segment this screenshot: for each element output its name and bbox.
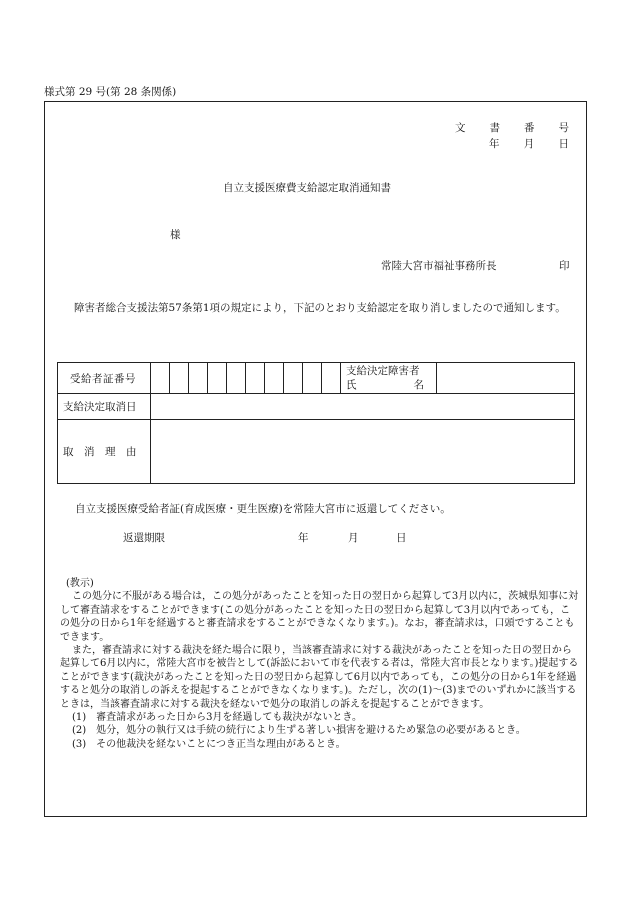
deadline-day: 日 — [396, 532, 407, 544]
return-request-text: 自立支援医療受給者証(育成医療・更生医療)を常陸大宮市に返還してください。 — [75, 503, 451, 515]
document-title: 自立支援医療費支給認定取消通知書 — [223, 182, 391, 194]
digit-box[interactable] — [322, 363, 341, 394]
doc-number-char: 文 — [455, 122, 466, 134]
sender-name: 常陸大宮市福祉事務所長 — [381, 260, 497, 272]
deadline-year: 年 — [298, 532, 309, 544]
digit-box[interactable] — [284, 363, 303, 394]
seal-mark: 印 — [559, 260, 570, 272]
intro-text: 障害者総合支援法第57条第1項の規定により，下記のとおり支給認定を取り消しましたので通知します。 — [74, 302, 566, 314]
notice-heading: (教示) — [66, 578, 94, 589]
cancel-date-field[interactable] — [151, 394, 575, 420]
doc-number-char: 号 — [558, 122, 569, 134]
holder-label-char: 氏 — [346, 379, 357, 391]
cancel-reason-label: 取 消 理 由 — [58, 420, 151, 484]
date-year: 年 — [489, 138, 500, 150]
digit-box[interactable] — [265, 363, 284, 394]
form-number-label: 様式第 29 号(第 28 条関係) — [44, 86, 177, 98]
holder-name-label — [341, 363, 437, 394]
notice-item: (1) 審査請求があった日から3月を経過しても裁決がないとき。 — [72, 712, 363, 724]
deadline-month: 月 — [348, 532, 359, 544]
notice-paragraph: この処分に不服がある場合は，この処分があったことを知った日の翌日から起算して3月以内に，茨城県知事に対して審査請求をすることができます(この処分があったことを知った日の翌日から起算して3月以内であっても，この処分の日から1年を経過すると審査請求をすることができなくなります。)。なお，審査請求は，口頭ですることもできます。 — [60, 591, 579, 643]
cancel-reason-field[interactable] — [151, 420, 575, 484]
issue-date — [489, 136, 569, 151]
holder-label-line1: 支給決定障害者 — [346, 365, 420, 377]
digit-box[interactable] — [189, 363, 208, 394]
digit-box[interactable] — [170, 363, 189, 394]
recipient-table — [57, 362, 575, 484]
notice-item: (2) 処分，処分の執行又は手続の続行により生ずる著しい損害を避けるため緊急の必要があるとき。 — [72, 725, 526, 737]
holder-label-char: 名 — [413, 379, 424, 391]
return-deadline-label: 返還期限 — [123, 532, 165, 544]
digit-box[interactable] — [303, 363, 322, 394]
recipient-number-label: 受給者証番号 — [58, 363, 151, 394]
digit-box[interactable] — [151, 363, 170, 394]
notice-item: (3) その他裁決を経ないことにつき正当な理由があるとき。 — [72, 738, 346, 750]
date-month: 月 — [523, 138, 535, 150]
date-day: 日 — [558, 138, 569, 150]
notice-paragraph: また，審査請求に対する裁決を経た場合に限り，当該審査請求に対する裁決があったことを知った日の翌日から起算して6月以内に，常陸大宮市を被告として(訴訟において市を代表する者は，常陸大宮市長となります。)提起することができます(裁決があったことを知った日の翌日から起算して6月以内であっても，この処分の日から1年を経過すると処分の取消しの訴えを提起することができなくなります。)。ただし，次の(1)～(3)までのいずれかに該当するときは，当該審査請求に対する裁決を経ないで処分の取消しの訴えを提起することができます。 — [60, 645, 579, 710]
doc-number-char: 書 — [489, 122, 500, 134]
instruction-notice — [60, 577, 580, 751]
document-number — [455, 120, 569, 135]
doc-number-char: 番 — [524, 122, 535, 134]
cancel-date-label: 支給決定取消日 — [58, 394, 151, 420]
holder-name-field[interactable] — [437, 363, 575, 394]
digit-box[interactable] — [208, 363, 227, 394]
digit-box[interactable] — [246, 363, 265, 394]
addressee-suffix: 様 — [170, 229, 181, 241]
digit-box[interactable] — [227, 363, 246, 394]
